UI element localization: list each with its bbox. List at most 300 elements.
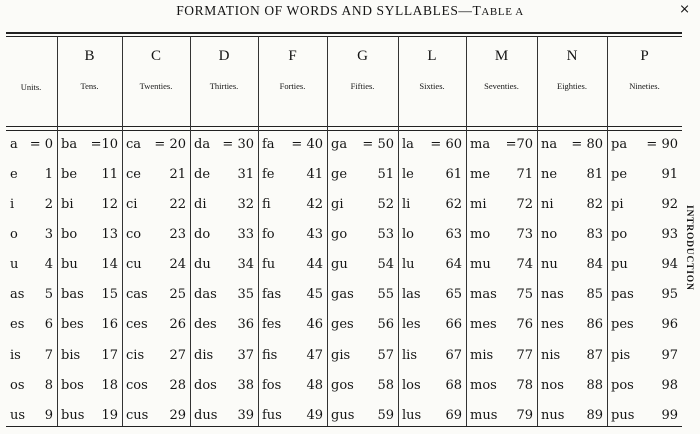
column-name: Nineties.	[629, 81, 660, 91]
table-cell	[6, 378, 57, 398]
number-value: 74	[516, 257, 533, 272]
number-value: 3	[44, 227, 53, 242]
column-header	[190, 48, 258, 91]
table-cell	[327, 137, 398, 157]
number-value: 69	[445, 408, 462, 423]
syllable: ces	[126, 317, 148, 332]
number-value: = 90	[646, 137, 678, 152]
table-cell	[190, 257, 258, 277]
number-value: 79	[516, 408, 533, 423]
table-cell	[258, 317, 327, 337]
table-cell	[537, 408, 607, 428]
number-value: 44	[306, 257, 323, 272]
syllable: mes	[470, 317, 497, 332]
number-value: 84	[586, 257, 603, 272]
column-header	[327, 48, 398, 91]
number-value: 58	[377, 378, 394, 393]
syllable: as	[10, 287, 25, 302]
column-letter: P	[640, 48, 649, 64]
syllable: os	[10, 378, 25, 393]
number-value: = 0	[29, 137, 53, 152]
number-value: 2	[44, 197, 53, 212]
syllable: ni	[541, 197, 554, 212]
syllable: dus	[194, 408, 218, 423]
syllable: pi	[611, 197, 624, 212]
syllable: lis	[402, 348, 417, 363]
table-cell	[190, 408, 258, 428]
table-cell	[190, 137, 258, 157]
table-cell	[190, 348, 258, 368]
number-value: 28	[169, 378, 186, 393]
number-value: 65	[445, 287, 462, 302]
table-cell	[6, 137, 57, 157]
number-value: 68	[445, 378, 462, 393]
table-cell	[466, 227, 537, 247]
number-value: 29	[169, 408, 186, 423]
title-main: FORMATION OF WORDS AND SYLLABLES—T	[176, 3, 482, 18]
syllable: a	[10, 137, 18, 152]
syllable: ma	[470, 137, 491, 152]
column-header	[607, 48, 682, 91]
number-value: 78	[516, 378, 533, 393]
syllable: le	[402, 167, 414, 182]
number-value: 67	[445, 348, 462, 363]
number-value: = 20	[154, 137, 186, 152]
syllable: ci	[126, 197, 138, 212]
number-value: 13	[101, 227, 118, 242]
table-cell	[122, 408, 190, 428]
column-letter: L	[427, 48, 437, 64]
syllable: mis	[470, 348, 494, 363]
syllable: fu	[262, 257, 276, 272]
syllable: li	[402, 197, 411, 212]
syllable: pos	[611, 378, 634, 393]
table-cell	[190, 378, 258, 398]
table-cell	[6, 408, 57, 428]
syllable: ca	[126, 137, 142, 152]
header-rule	[6, 126, 682, 127]
column-letter: C	[150, 48, 161, 64]
syllable: nu	[541, 257, 558, 272]
table-cell	[398, 408, 466, 428]
number-value: 96	[661, 317, 678, 332]
table-cell	[607, 378, 682, 398]
table-cell	[57, 197, 122, 217]
number-value: 32	[237, 197, 254, 212]
syllable: bis	[61, 348, 81, 363]
syllable: i	[10, 197, 15, 212]
table-cell	[122, 348, 190, 368]
column-name: Forties.	[279, 81, 306, 91]
table-cell	[57, 137, 122, 157]
table-cell	[607, 287, 682, 307]
side-label: INTRODUCTION	[684, 205, 694, 291]
column-header	[537, 48, 607, 91]
syllable: cas	[126, 287, 148, 302]
table-cell	[537, 197, 607, 217]
syllable: mu	[470, 257, 491, 272]
number-value: 76	[516, 317, 533, 332]
number-value: 11	[101, 167, 118, 182]
syllable: mus	[470, 408, 498, 423]
syllable: do	[194, 227, 211, 242]
syllable: ge	[331, 167, 348, 182]
syllable: fis	[262, 348, 278, 363]
number-value: 86	[586, 317, 603, 332]
table-cell	[57, 317, 122, 337]
syllable: fe	[262, 167, 275, 182]
table-cell	[607, 348, 682, 368]
table-cell	[398, 137, 466, 157]
table-cell	[122, 257, 190, 277]
number-value: 45	[306, 287, 323, 302]
syllable: mas	[470, 287, 497, 302]
number-value: 8	[44, 378, 53, 393]
syllable: lu	[402, 257, 415, 272]
table-cell	[6, 317, 57, 337]
table-cell	[6, 287, 57, 307]
page-title	[0, 3, 700, 19]
number-value: 25	[169, 287, 186, 302]
table-cell	[57, 257, 122, 277]
column-name: Twenties.	[139, 81, 173, 91]
table-cell	[190, 317, 258, 337]
table-cell	[398, 167, 466, 187]
number-value: 33	[237, 227, 254, 242]
syllable: bu	[61, 257, 78, 272]
syllable: des	[194, 317, 217, 332]
units-header: Units.	[20, 82, 42, 92]
syllable: cis	[126, 348, 145, 363]
number-value: 87	[586, 348, 603, 363]
number-value: 39	[237, 408, 254, 423]
column-letter: D	[218, 48, 230, 64]
syllable: pu	[611, 257, 628, 272]
syllable: los	[402, 378, 421, 393]
syllable: fos	[262, 378, 282, 393]
table-cell	[607, 197, 682, 217]
number-value: = 80	[571, 137, 603, 152]
syllable: e	[10, 167, 18, 182]
table-cell	[57, 287, 122, 307]
table-cell	[466, 287, 537, 307]
corner-mark-icon: ⨯	[679, 2, 690, 17]
table-cell	[57, 167, 122, 187]
table-cell	[258, 348, 327, 368]
table-cell	[607, 257, 682, 277]
number-value: 41	[306, 167, 323, 182]
number-value: 19	[101, 408, 118, 423]
syllable: gus	[331, 408, 355, 423]
syllable: das	[194, 287, 217, 302]
table-cell	[57, 408, 122, 428]
table-cell	[398, 348, 466, 368]
number-value: 48	[306, 378, 323, 393]
number-value: 55	[377, 287, 394, 302]
table-cell	[466, 167, 537, 187]
syllable: gas	[331, 287, 354, 302]
syllable: ne	[541, 167, 558, 182]
syllable: fas	[262, 287, 282, 302]
number-value: 38	[237, 378, 254, 393]
table-cell	[258, 227, 327, 247]
column-header	[466, 48, 537, 91]
syllable: ce	[126, 167, 141, 182]
syllable: pa	[611, 137, 628, 152]
syllable: bos	[61, 378, 84, 393]
table-cell	[190, 227, 258, 247]
number-value: 95	[661, 287, 678, 302]
syllable: gos	[331, 378, 354, 393]
table-cell	[327, 257, 398, 277]
syllable: mi	[470, 197, 487, 212]
number-value: = 40	[291, 137, 323, 152]
syllable: u	[10, 257, 19, 272]
syllable: co	[126, 227, 142, 242]
table-cell	[258, 257, 327, 277]
table-cell	[327, 348, 398, 368]
table-cell	[607, 408, 682, 428]
table-cell	[57, 378, 122, 398]
table-cell	[327, 197, 398, 217]
table-cell	[466, 137, 537, 157]
syllable: no	[541, 227, 558, 242]
number-value: 23	[169, 227, 186, 242]
syllable: da	[194, 137, 211, 152]
number-value: 1	[44, 167, 53, 182]
table-cell	[607, 317, 682, 337]
table-cell	[122, 317, 190, 337]
column-header	[398, 48, 466, 91]
table-cell	[537, 378, 607, 398]
number-value: 12	[101, 197, 118, 212]
top-rule	[6, 32, 682, 34]
number-value: 52	[377, 197, 394, 212]
syllable: cu	[126, 257, 142, 272]
number-value: 46	[306, 317, 323, 332]
table-cell	[6, 197, 57, 217]
syllable: es	[10, 317, 25, 332]
number-value: 91	[661, 167, 678, 182]
syllable: ba	[61, 137, 78, 152]
table-cell	[607, 137, 682, 157]
syllable: nus	[541, 408, 565, 423]
table-cell	[6, 348, 57, 368]
column-header	[57, 48, 122, 91]
number-value: 6	[44, 317, 53, 332]
syllable: fa	[262, 137, 275, 152]
number-value: = 50	[362, 137, 394, 152]
table-cell	[327, 227, 398, 247]
table-cell	[258, 287, 327, 307]
table-cell	[466, 408, 537, 428]
table-cell	[537, 257, 607, 277]
number-value: 18	[101, 378, 118, 393]
column-name: Eighties.	[557, 81, 587, 91]
table-cell	[466, 257, 537, 277]
syllable: bo	[61, 227, 78, 242]
table-cell	[122, 287, 190, 307]
syllable: bi	[61, 197, 74, 212]
table-cell	[122, 378, 190, 398]
number-value: 27	[169, 348, 186, 363]
number-value: 71	[516, 167, 533, 182]
table-cell	[466, 197, 537, 217]
table-cell	[190, 287, 258, 307]
syllable: du	[194, 257, 211, 272]
table-cell	[327, 287, 398, 307]
syllable: bus	[61, 408, 85, 423]
syllable: la	[402, 137, 414, 152]
syllable: na	[541, 137, 558, 152]
table-cell	[258, 378, 327, 398]
syllable: cos	[126, 378, 148, 393]
number-value: 4	[44, 257, 53, 272]
table-cell	[327, 167, 398, 187]
table-cell	[190, 197, 258, 217]
syllable: nas	[541, 287, 564, 302]
syllable: go	[331, 227, 348, 242]
number-value: 36	[237, 317, 254, 332]
column-name: Seventies.	[484, 81, 519, 91]
table-cell	[6, 257, 57, 277]
number-value: 57	[377, 348, 394, 363]
number-value: 31	[237, 167, 254, 182]
number-value: 7	[44, 348, 53, 363]
table-cell	[398, 378, 466, 398]
table-cell	[258, 167, 327, 187]
table-cell	[258, 408, 327, 428]
syllable: gis	[331, 348, 351, 363]
number-value: 37	[237, 348, 254, 363]
syllable: pis	[611, 348, 631, 363]
number-value: 43	[306, 227, 323, 242]
table-cell	[122, 137, 190, 157]
table-cell	[398, 227, 466, 247]
table-cell	[327, 378, 398, 398]
table-cell	[537, 227, 607, 247]
syllable: lo	[402, 227, 414, 242]
number-value: 72	[516, 197, 533, 212]
number-value: 22	[169, 197, 186, 212]
syllable: ges	[331, 317, 354, 332]
table-cell	[122, 167, 190, 187]
syllable: dis	[194, 348, 214, 363]
column-letter: B	[84, 48, 95, 64]
table-cell	[466, 378, 537, 398]
syllable: fo	[262, 227, 275, 242]
table-cell	[122, 197, 190, 217]
syllable: pus	[611, 408, 635, 423]
number-value: 47	[306, 348, 323, 363]
number-value: 93	[661, 227, 678, 242]
table-cell	[6, 227, 57, 247]
syllable: us	[10, 408, 26, 423]
syllable: lus	[402, 408, 422, 423]
column-name: Fifties.	[350, 81, 375, 91]
number-value: 24	[169, 257, 186, 272]
number-value: 17	[101, 348, 118, 363]
number-value: 77	[516, 348, 533, 363]
number-value: = 60	[430, 137, 462, 152]
table-cell	[607, 167, 682, 187]
syllable: fes	[262, 317, 282, 332]
number-value: 34	[237, 257, 254, 272]
number-value: 64	[445, 257, 462, 272]
table-cell	[398, 317, 466, 337]
table-cell	[6, 167, 57, 187]
syllable: ga	[331, 137, 348, 152]
table-cell	[57, 348, 122, 368]
syllable: pas	[611, 287, 634, 302]
number-value: 53	[377, 227, 394, 242]
table-cell	[122, 227, 190, 247]
syllable: fi	[262, 197, 271, 212]
syllable: is	[10, 348, 21, 363]
table-cell	[607, 227, 682, 247]
syllable: pe	[611, 167, 628, 182]
number-value: 81	[586, 167, 603, 182]
syllable: cus	[126, 408, 149, 423]
table-cell	[398, 287, 466, 307]
table-cell	[537, 317, 607, 337]
table-cell	[57, 227, 122, 247]
column-letter: F	[288, 48, 297, 64]
number-value: 89	[586, 408, 603, 423]
table-cell	[537, 348, 607, 368]
syllable: o	[10, 227, 18, 242]
syllable: mos	[470, 378, 497, 393]
syllable: nis	[541, 348, 561, 363]
number-value: 61	[445, 167, 462, 182]
syllable: pes	[611, 317, 634, 332]
number-value: =70	[505, 137, 533, 152]
syllable: de	[194, 167, 211, 182]
number-value: 14	[101, 257, 118, 272]
number-value: 85	[586, 287, 603, 302]
number-value: 21	[169, 167, 186, 182]
syllable: di	[194, 197, 207, 212]
column-header	[122, 48, 190, 91]
syllable: me	[470, 167, 491, 182]
syllable: gi	[331, 197, 344, 212]
title-caps: ABLE A	[481, 6, 524, 18]
number-value: 26	[169, 317, 186, 332]
table-cell	[537, 137, 607, 157]
number-value: 59	[377, 408, 394, 423]
number-value: 75	[516, 287, 533, 302]
column-letter: G	[357, 48, 368, 64]
number-value: 35	[237, 287, 254, 302]
number-value: 83	[586, 227, 603, 242]
number-value: 82	[586, 197, 603, 212]
header-rule-thin	[6, 130, 682, 131]
syllable: dos	[194, 378, 217, 393]
column-letter: M	[494, 48, 509, 64]
number-value: 98	[661, 378, 678, 393]
table-cell	[258, 137, 327, 157]
number-value: 63	[445, 227, 462, 242]
table-cell	[398, 197, 466, 217]
table-cell	[537, 167, 607, 187]
table-cell	[466, 348, 537, 368]
column-header	[258, 48, 327, 91]
number-value: 99	[661, 408, 678, 423]
number-value: 42	[306, 197, 323, 212]
syllable: les	[402, 317, 421, 332]
number-value: 56	[377, 317, 394, 332]
syllable: nos	[541, 378, 564, 393]
